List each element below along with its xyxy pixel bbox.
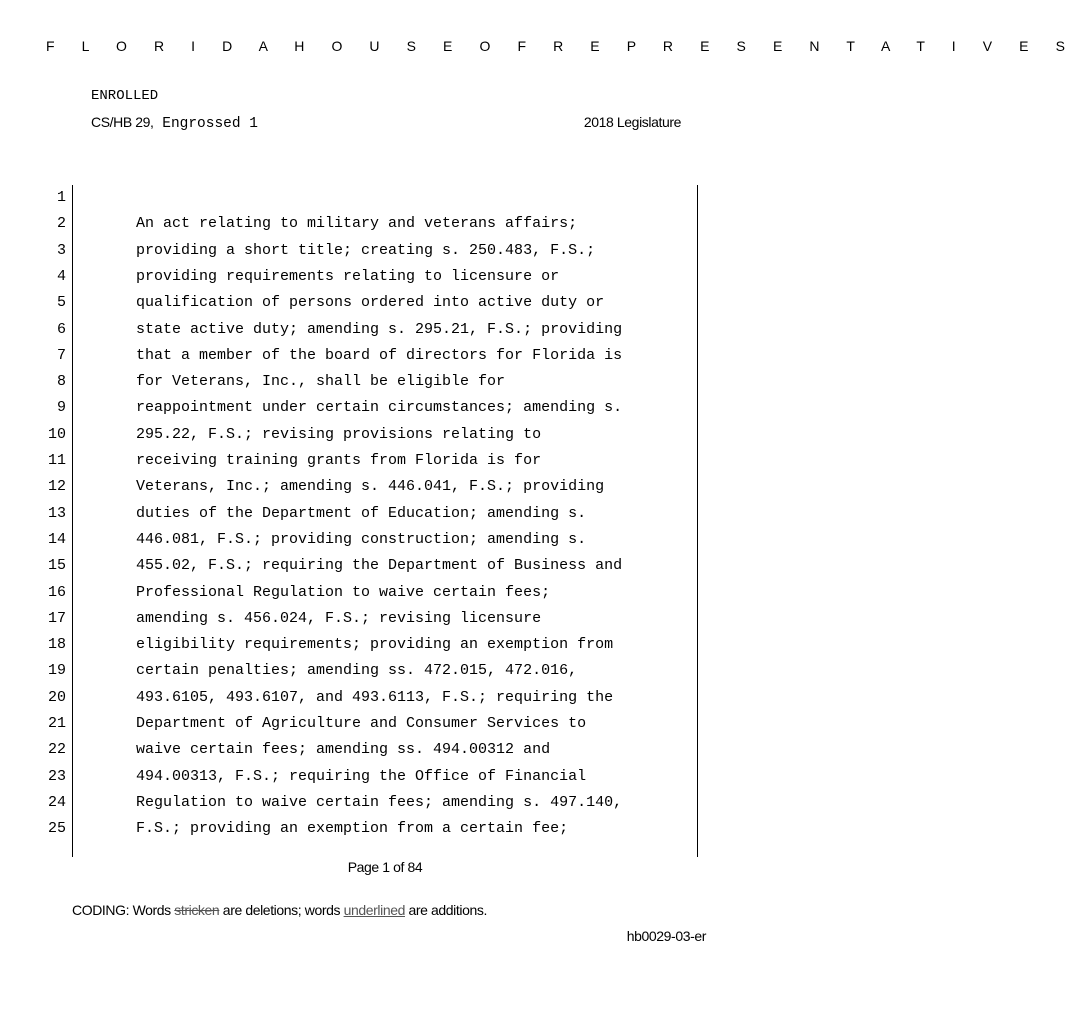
coding-prefix: CODING: Words xyxy=(72,902,175,918)
bill-line xyxy=(40,290,700,316)
coding-suffix: are additions. xyxy=(404,902,487,918)
bill-line xyxy=(40,685,700,711)
line-number: 8 xyxy=(56,373,66,391)
bill-line xyxy=(40,185,700,211)
line-text: eligibility requirements; providing an exemption from xyxy=(136,636,614,654)
bill-line xyxy=(40,422,700,448)
line-number: 6 xyxy=(56,320,66,338)
bill-line xyxy=(40,501,700,527)
line-text: An act relating to military and veterans affairs; xyxy=(136,215,578,233)
bill-line xyxy=(40,606,700,632)
bill-line xyxy=(40,448,700,474)
line-text: for Veterans, Inc., shall be eligible for xyxy=(136,373,506,391)
engrossed-label: Engrossed 1 xyxy=(153,116,258,132)
line-text: 493.6105, 493.6107, and 493.6113, F.S.; requiring the xyxy=(136,688,614,706)
bill-id: CS/HB 29, xyxy=(91,114,154,130)
line-text: Regulation to waive certain fees; amending s. 497.140, xyxy=(136,793,623,811)
line-number: 10 xyxy=(47,425,66,443)
coding-middle: are deletions; words xyxy=(219,902,344,918)
bill-line xyxy=(40,395,700,421)
line-text: receiving training grants from Florida is for xyxy=(136,452,542,469)
line-text: state active duty; amending s. 295.21, F.S.; providing xyxy=(136,320,623,338)
bill-line xyxy=(40,369,700,395)
line-number: 21 xyxy=(47,715,66,732)
enrolled-status: ENROLLED xyxy=(91,88,159,104)
line-text: waive certain fees; amending ss. 494.00312 and xyxy=(136,741,551,759)
bill-line xyxy=(40,238,700,264)
line-text: Veterans, Inc.; amending s. 446.041, F.S.; providing xyxy=(136,478,605,496)
line-text: duties of the Department of Education; amending s. xyxy=(136,504,587,522)
line-text: 494.00313, F.S.; requiring the Office of Financial xyxy=(136,767,587,785)
bill-info-row xyxy=(91,114,681,134)
bill-line xyxy=(40,553,700,579)
line-number: 12 xyxy=(47,478,66,496)
line-number: 1 xyxy=(56,189,66,206)
bill-line xyxy=(40,474,700,500)
line-number: 13 xyxy=(47,504,66,522)
line-number: 17 xyxy=(47,609,66,627)
bill-line xyxy=(40,632,700,658)
bill-line xyxy=(40,658,700,684)
line-number: 14 xyxy=(47,530,66,548)
line-number: 20 xyxy=(47,688,66,706)
line-text: Department of Agriculture and Consumer Services to xyxy=(136,715,587,732)
coding-underlined-example: underlined xyxy=(343,902,405,918)
line-text: that a member of the board of directors for Florida is xyxy=(136,346,623,364)
bill-line xyxy=(40,264,700,290)
line-number: 16 xyxy=(47,583,66,601)
bill-line xyxy=(40,816,700,842)
bill-line xyxy=(40,343,700,369)
bill-line xyxy=(40,527,700,553)
bill-line xyxy=(40,211,700,237)
line-text: F.S.; providing an exemption from a certain fee; xyxy=(136,820,569,838)
coding-stricken-example: stricken xyxy=(174,902,220,918)
line-number: 23 xyxy=(47,767,66,785)
line-text: 295.22, F.S.; revising provisions relating to xyxy=(136,425,542,443)
page-number: Page 1 of 84 xyxy=(347,859,423,875)
legislature-session: 2018 Legislature xyxy=(583,114,681,130)
line-text: reappointment under certain circumstances; amending s. xyxy=(136,399,623,417)
line-text: Professional Regulation to waive certain fees; xyxy=(136,583,551,601)
line-number: 3 xyxy=(56,241,66,259)
bill-line xyxy=(40,711,700,737)
line-text: 455.02, F.S.; requiring the Department of Business and xyxy=(136,557,623,575)
line-text: certain penalties; amending ss. 472.015, 472.016, xyxy=(136,662,578,680)
line-text: qualification of persons ordered into active duty or xyxy=(136,294,605,312)
line-number: 24 xyxy=(47,793,66,811)
line-number: 15 xyxy=(47,557,66,575)
chamber-heading: F L O R I D A H O U S E O F R E P R E S E N T A T I V E S xyxy=(46,38,1077,54)
line-number: 25 xyxy=(47,820,66,838)
line-number: 7 xyxy=(56,346,66,364)
line-text: amending s. 456.024, F.S.; revising licensure xyxy=(136,609,542,627)
line-number: 22 xyxy=(47,741,66,759)
bill-line xyxy=(40,580,700,606)
line-text: providing requirements relating to licensure or xyxy=(136,267,560,285)
line-number: 2 xyxy=(56,215,66,233)
bill-line xyxy=(40,764,700,790)
file-code: hb0029-03-er xyxy=(626,928,706,944)
bill-line xyxy=(40,317,700,343)
line-number: 11 xyxy=(47,452,66,469)
line-number: 4 xyxy=(56,267,66,285)
line-number: 19 xyxy=(47,662,66,680)
bill-line xyxy=(40,737,700,763)
line-number: 18 xyxy=(47,636,66,654)
line-number: 9 xyxy=(56,399,66,417)
line-text: providing a short title; creating s. 250.483, F.S.; xyxy=(136,241,596,259)
bill-line xyxy=(40,790,700,816)
line-text: 446.081, F.S.; providing construction; amending s. xyxy=(136,530,587,548)
line-number: 5 xyxy=(56,294,66,312)
coding-legend xyxy=(72,902,487,918)
